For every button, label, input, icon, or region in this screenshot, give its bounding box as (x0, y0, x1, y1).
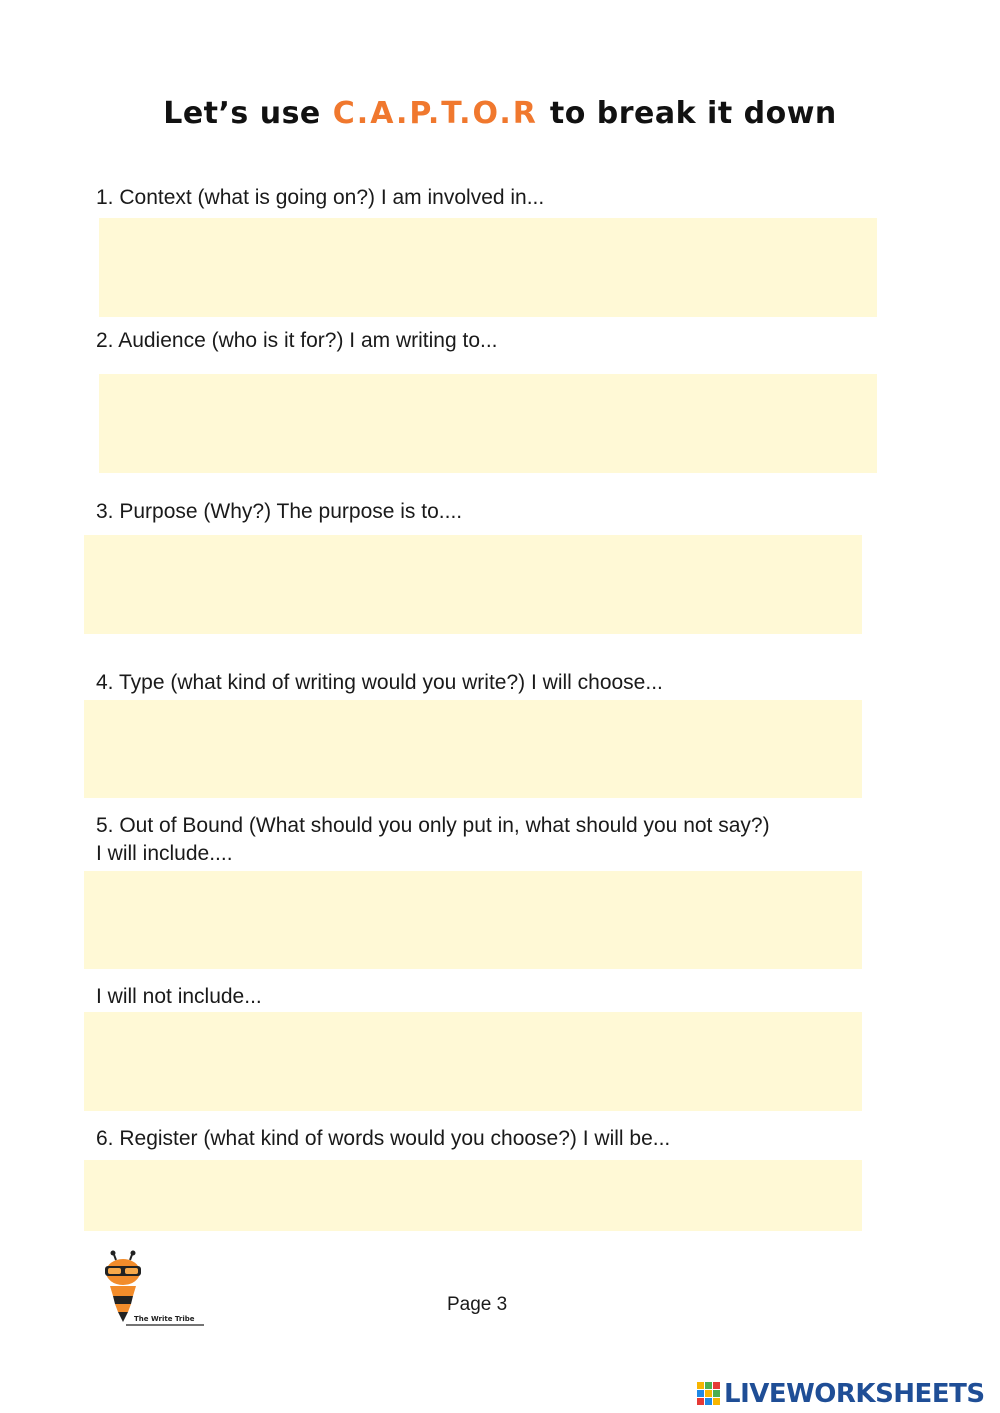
context-answer-field[interactable] (99, 218, 877, 317)
title-accent: C.A.P.T.O.R (332, 96, 538, 131)
not-include-answer-field[interactable] (84, 1012, 862, 1111)
section-6-label: 6. Register (what kind of words would you choose?) I will be... (96, 1127, 671, 1150)
section-5-label: 5. Out of Bound (What should you only put in, what should you not say?) (96, 814, 770, 837)
type-answer-field[interactable] (84, 700, 862, 798)
liveworksheets-watermark (697, 1378, 985, 1410)
page-title (0, 96, 1000, 131)
section-4-label: 4. Type (what kind of writing would you write?) I will choose... (96, 671, 663, 694)
liveworksheets-brand-text: LIVEWORKSHEETS (724, 1379, 985, 1409)
section-2-label: 2. Audience (who is it for?) I am writing to... (96, 329, 498, 352)
section-5-include-label: I will include.... (96, 842, 233, 865)
register-answer-field[interactable] (84, 1160, 862, 1231)
include-answer-field[interactable] (84, 871, 862, 969)
section-1-label: 1. Context (what is going on?) I am involved in... (96, 186, 545, 209)
logo-caption: The Write Tribe (134, 1315, 195, 1323)
title-prefix: Let’s use (163, 96, 321, 131)
not-include-label: I will not include... (96, 985, 262, 1008)
section-3-label: 3. Purpose (Why?) The purpose is to.... (96, 500, 463, 523)
title-suffix: to break it down (549, 96, 837, 131)
purpose-answer-field[interactable] (84, 535, 862, 634)
audience-answer-field[interactable] (99, 374, 877, 473)
write-tribe-bee-logo-icon (96, 1250, 206, 1328)
liveworksheets-logo-icon (697, 1382, 721, 1406)
page-number: Page 3 (447, 1294, 508, 1315)
